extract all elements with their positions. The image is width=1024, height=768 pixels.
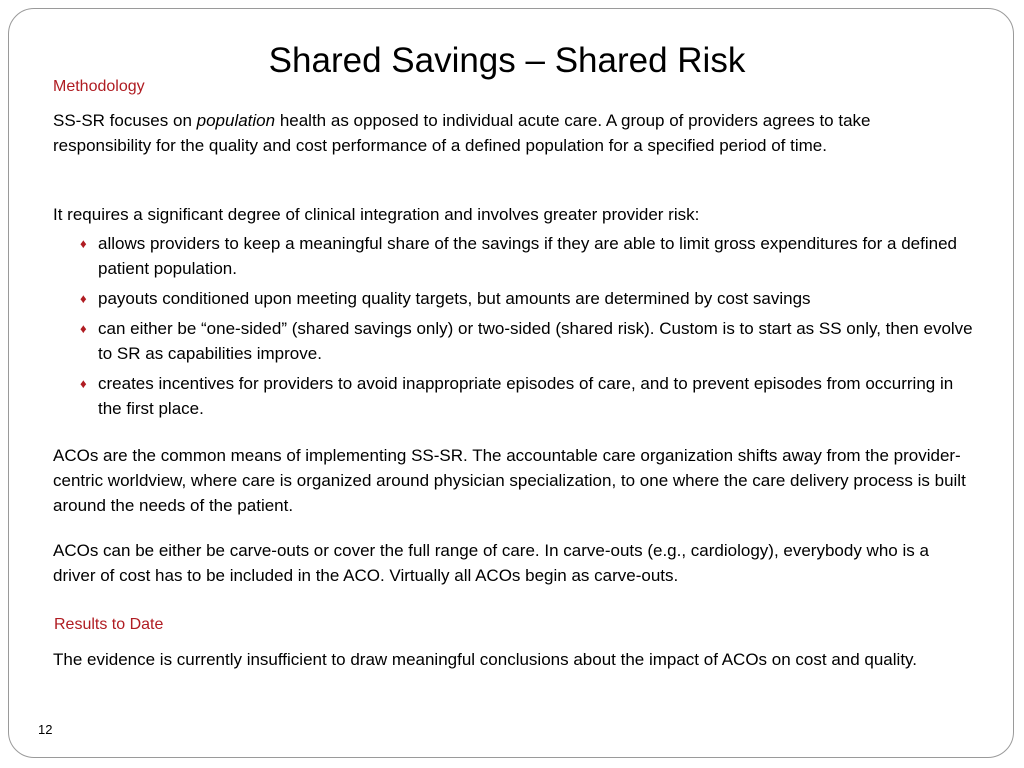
aco-paragraph: ACOs are the common means of implementing SS-SR. The accountable care organization shifts away from the provider-centric worldview, where care is organized around physician specialization, to one where the care delivery process is built around the needs of the patient. xyxy=(53,446,966,515)
intro-paragraph xyxy=(53,108,973,158)
bullet-text: creates incentives for providers to avoid inappropriate episodes of care, and to prevent episodes from occurring in the first place. xyxy=(98,374,954,418)
intro-prefix: SS-SR focuses on xyxy=(53,111,197,130)
methodology-bullet-list xyxy=(78,231,978,426)
page-number: 12 xyxy=(38,722,53,737)
intro-emphasis: population xyxy=(196,111,276,130)
carveout-paragraph: ACOs can be either be carve-outs or cover the full range of care. In carve-outs (e.g., cardiology), everybody who is a driver of cost has to be included in the ACO. Virtually all ACOs begin as carve-outs. xyxy=(53,541,929,585)
diamond-bullet-icon: ♦ xyxy=(80,376,87,391)
bullet-item xyxy=(78,231,978,281)
bullet-text: can either be “one-sided” (shared savings only) or two-sided (shared risk). Custom is to start as SS only, then evolve to SR as capabilities improve. xyxy=(98,319,973,363)
bullet-text: payouts conditioned upon meeting quality targets, but amounts are determined by cost savings xyxy=(98,289,811,308)
bullet-item xyxy=(78,316,978,366)
results-heading: Results to Date xyxy=(54,616,164,633)
methodology-heading: Methodology xyxy=(53,78,145,95)
diamond-bullet-icon: ♦ xyxy=(80,291,87,306)
bullet-item xyxy=(78,371,978,421)
diamond-bullet-icon: ♦ xyxy=(80,321,87,336)
integration-paragraph: It requires a significant degree of clinical integration and involves greater provider risk: xyxy=(53,205,700,224)
results-paragraph: The evidence is currently insufficient to draw meaningful conclusions about the impact of ACOs on cost and quality. xyxy=(53,650,918,669)
intro-suffix: health as opposed to individual acute care. A group of providers agrees to take responsibility for the quality and cost performance of a defined population for a specified period of time. xyxy=(53,111,871,155)
bullet-text: allows providers to keep a meaningful share of the savings if they are able to limit gross expenditures for a defined patient population. xyxy=(98,234,957,278)
slide-title: Shared Savings – Shared Risk xyxy=(268,41,746,80)
bullet-item xyxy=(78,286,978,311)
diamond-bullet-icon: ♦ xyxy=(80,236,87,251)
